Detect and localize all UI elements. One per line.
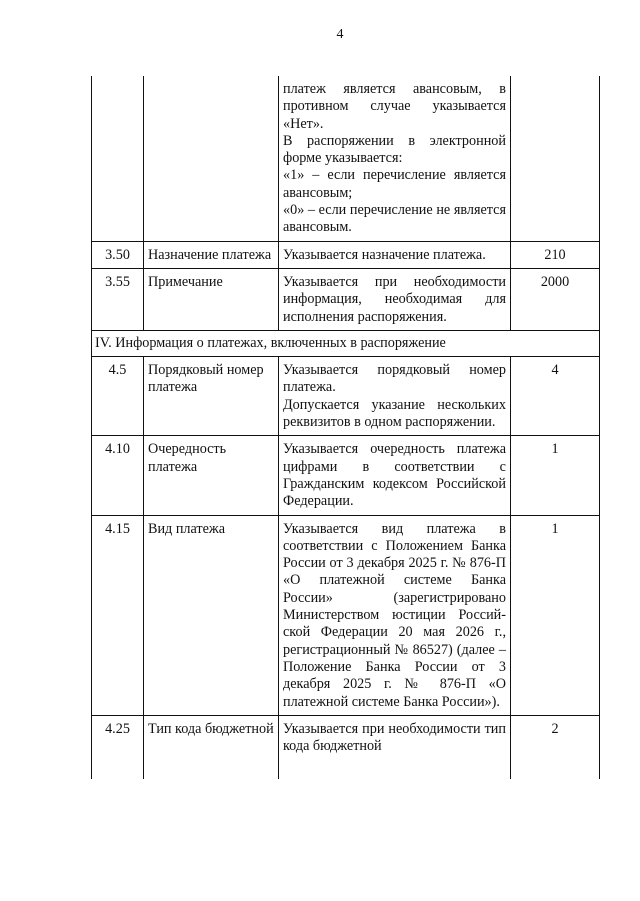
table-row	[92, 515, 600, 715]
description-paragraph: В распоряжении в электронной форме указывается:	[283, 132, 506, 167]
max-length: 2000	[511, 268, 600, 330]
description-paragraph: Указывается вид платежа в соответствии с Положением Банка России от 3 декабря 2025 г. № 876-П «О платежной системе Банка России» (зарегистрировано Министерством юстиции Россий-ской Федерации 20 мая 2026 г., регистрационный № 86527) (далее – Положение Банка России от 3 декабря 2025 г. № 876-П «О платежной системе Банка России»).	[283, 520, 506, 710]
requisite-description	[279, 268, 511, 330]
requisite-description	[279, 715, 511, 779]
max-length: 4	[511, 357, 600, 436]
max-length: 1	[511, 515, 600, 715]
description-paragraph: Указывается при необходимости информация, необходимая для исполнения распоряжения.	[283, 273, 506, 325]
requisite-description	[279, 241, 511, 268]
table-row	[92, 268, 600, 330]
max-length: 2	[511, 715, 600, 779]
description-paragraph: Указывается при необходимости тип кода бюджетной	[283, 720, 506, 755]
row-number: 3.50	[92, 241, 144, 268]
row-number	[92, 76, 144, 241]
row-number: 4.5	[92, 357, 144, 436]
requisite-description	[279, 76, 511, 241]
row-number: 4.10	[92, 436, 144, 515]
row-number: 4.25	[92, 715, 144, 779]
description-paragraph: «1» – если перечисление является авансовым;	[283, 167, 506, 201]
max-length: 1	[511, 436, 600, 515]
table-row	[92, 76, 600, 241]
requisite-description	[279, 357, 511, 436]
table-row	[92, 715, 600, 779]
requisite-description	[279, 515, 511, 715]
section-row	[92, 330, 600, 356]
description-paragraph: «0» – если перечисление не является авансовым.	[283, 202, 506, 236]
max-length	[511, 76, 600, 241]
requisite-description	[279, 436, 511, 515]
section-title: IV. Информация о платежах, включенных в распоряжение	[92, 330, 600, 356]
requisite-name: Очередность платежа	[144, 436, 279, 515]
max-length: 210	[511, 241, 600, 268]
table-row	[92, 241, 600, 268]
table-row	[92, 357, 600, 436]
description-paragraph: Указывается порядковый номер платежа.	[283, 362, 506, 396]
requisite-name: Вид платежа	[144, 515, 279, 715]
row-number: 3.55	[92, 268, 144, 330]
table-row	[92, 436, 600, 515]
requisite-name: Примечание	[144, 268, 279, 330]
description-paragraph: Допускается указание нескольких реквизитов в одном распоряжении.	[283, 396, 506, 431]
page-number: 4	[336, 27, 344, 42]
requisite-name	[144, 76, 279, 241]
requisites-table	[91, 76, 600, 779]
requisite-name: Тип кода бюджетной	[144, 715, 279, 779]
description-paragraph: Указывается назначение платежа.	[283, 246, 486, 263]
row-number: 4.15	[92, 515, 144, 715]
description-paragraph: Указывается очередность платежа цифрами в соответствии с Гражданским кодексом Российской Федерации.	[283, 441, 506, 510]
requisite-name: Назначение платежа	[144, 241, 279, 268]
requisite-name: Порядковый номер платежа	[144, 357, 279, 436]
description-paragraph: платеж является авансовым, в противном случае указывается «Нет».	[283, 81, 506, 132]
